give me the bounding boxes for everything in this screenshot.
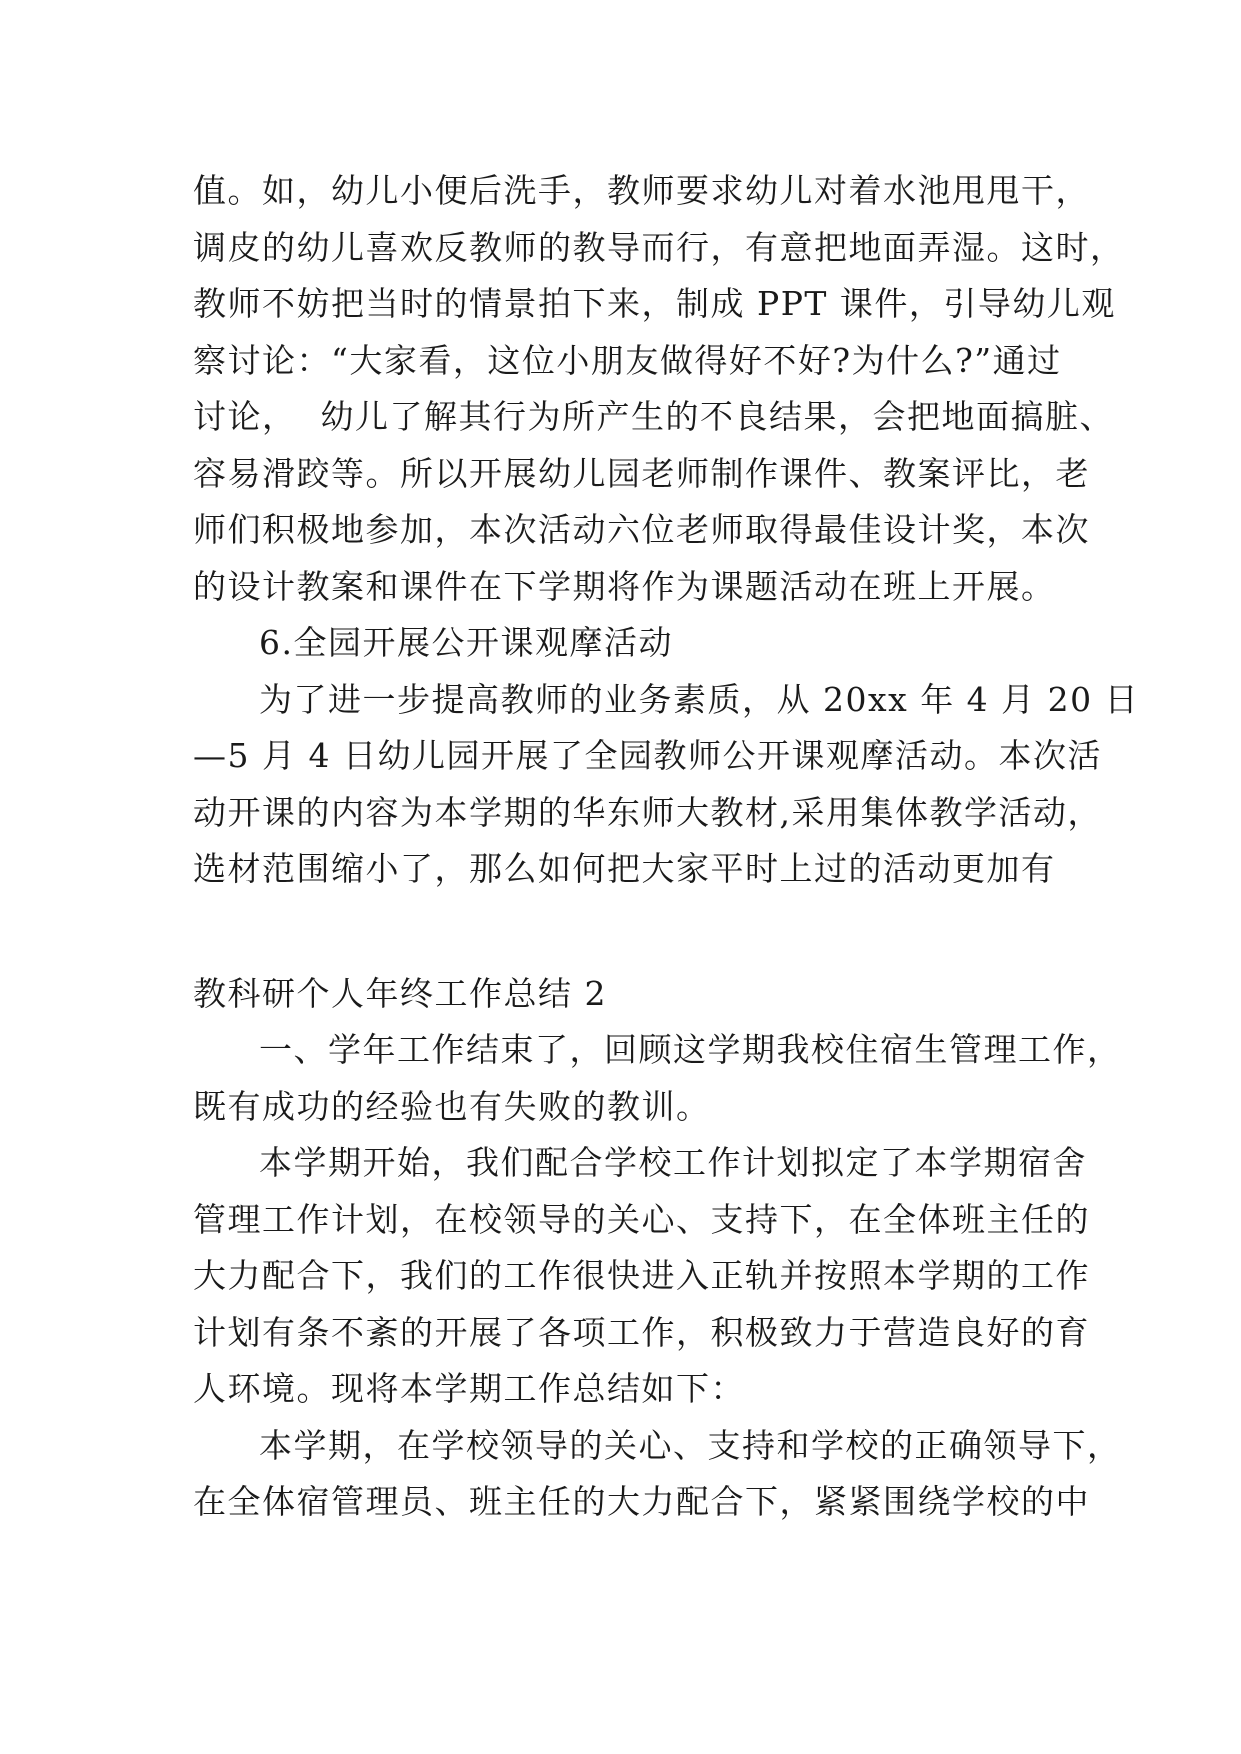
text-line: 容易滑跤等。所以开展幼儿园老师制作课件、教案评比，老 (193, 453, 1090, 493)
text-line: 的设计教案和课件在下学期将作为课题活动在班上开展。 (193, 566, 1056, 606)
paragraph-plan (193, 1135, 1090, 1418)
text-line: 值。如，幼儿小便后洗手，教师要求幼儿对着水池甩甩干， (193, 171, 1090, 210)
text-line: —5 月 4 日幼儿园开展了全园教师公开课观摩活动。本次活 (193, 736, 1102, 775)
text-line: 调皮的幼儿喜欢反教师的教导而行，有意把地面弄湿。这时， (193, 227, 1125, 267)
paragraph-summary (193, 1418, 1122, 1531)
text-line: 一、学年工作结束了，回顾这学期我校住宿生管理工作， (259, 1030, 1122, 1069)
paragraph-intro (193, 1022, 1122, 1135)
text-line: 教师不妨把当时的情景拍下来，制成 PPT 课件，引导幼儿观 (193, 284, 1116, 323)
text-line: 在全体宿管理员、班主任的大力配合下，紧紧围绕学校的中 (193, 1482, 1090, 1521)
text-line: 本学期，在学校领导的关心、支持和学校的正确领导下， (259, 1425, 1122, 1465)
text-line: 师们积极地参加，本次活动六位老师取得最佳设计奖，本次 (193, 510, 1090, 549)
text-line: 察讨论：“大家看，这位小朋友做得好不好?为什么?”通过 (193, 340, 1062, 380)
text-line: 动开课的内容为本学期的华东师大教材,采用集体教学活动， (193, 792, 1102, 832)
text-line: 大力配合下，我们的工作很快进入正轨并按照本学期的工作 (193, 1256, 1090, 1295)
section-gap (193, 898, 1053, 966)
section-heading-6: 6.全园开展公开课观摩活动 (259, 623, 673, 662)
text-line: 讨论， 幼儿了解其行为所产生的不良结果，会把地面搞脏、 (193, 397, 1114, 436)
text-line: 人环境。现将本学期工作总结如下： (193, 1369, 745, 1408)
text-line: 为了进一步提高教师的业务素质，从 20xx 年 4 月 20 日 (259, 679, 1140, 719)
paragraph-open-class (193, 672, 1140, 898)
text-line: 既有成功的经验也有失败的教训。 (193, 1086, 711, 1126)
text-line: 选材范围缩小了，那么如何把大家平时上过的活动更加有 (193, 849, 1056, 888)
document-page (193, 163, 1140, 1531)
paragraph-continued (193, 163, 1125, 615)
text-line: 计划有条不紊的开展了各项工作，积极致力于营造良好的育 (193, 1312, 1090, 1352)
text-line: 本学期开始，我们配合学校工作计划拟定了本学期宿舍 (259, 1143, 1087, 1182)
text-line: 管理工作计划，在校领导的关心、支持下，在全体班主任的 (193, 1199, 1090, 1239)
document-title: 教科研个人年终工作总结 2 (193, 973, 607, 1013)
